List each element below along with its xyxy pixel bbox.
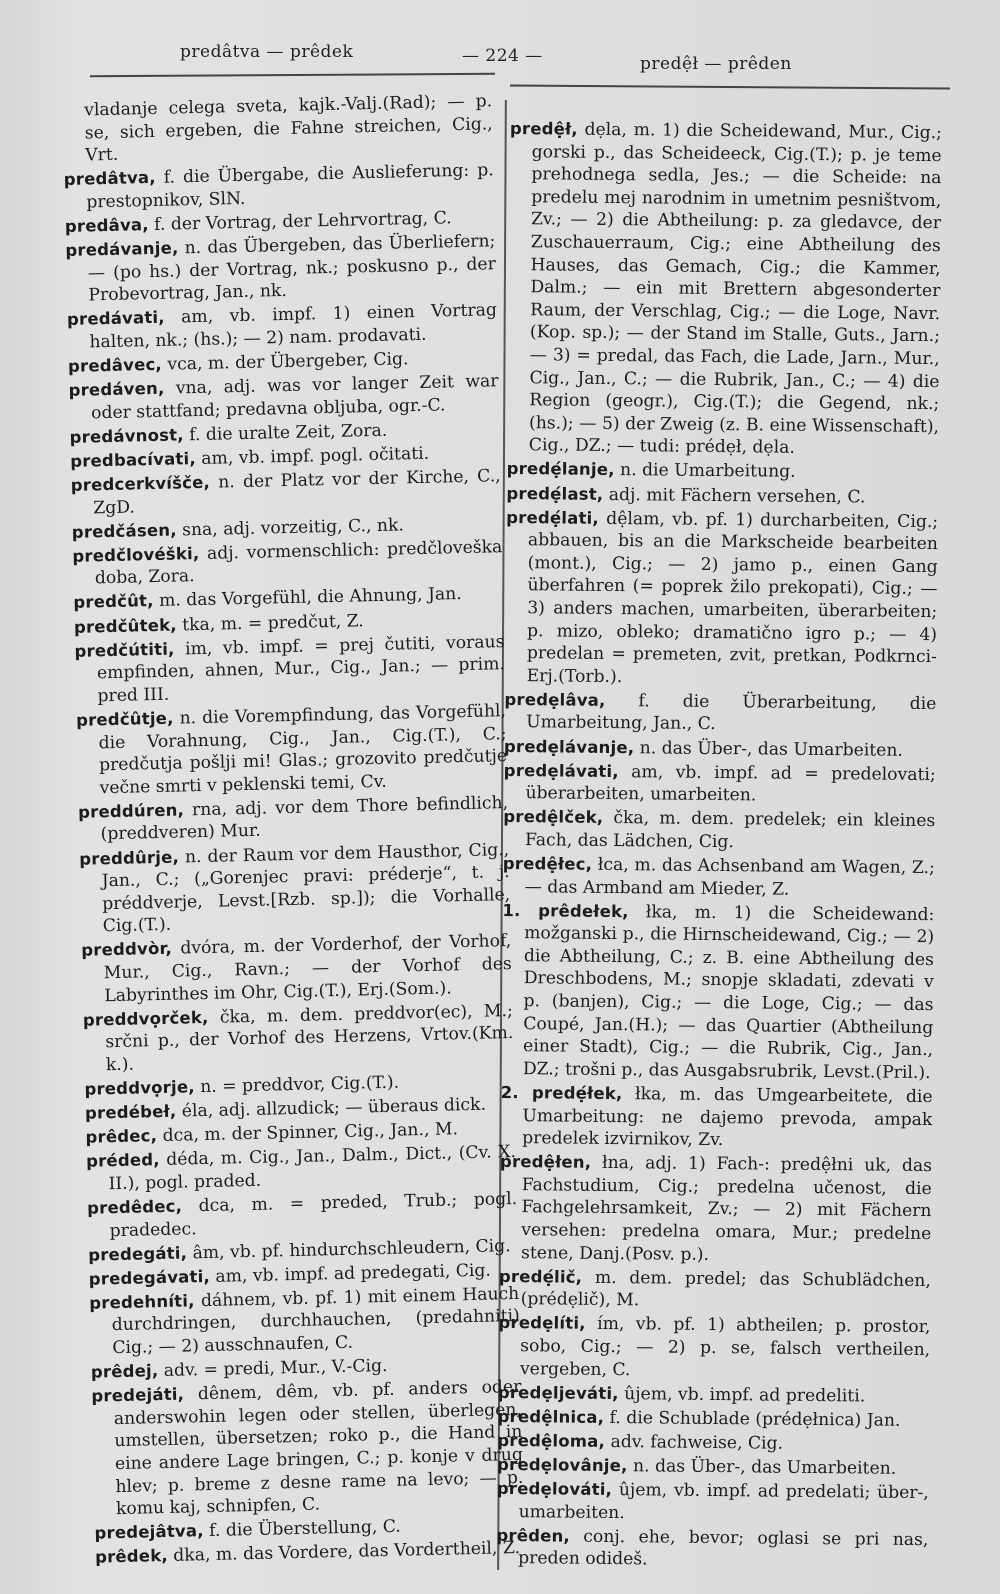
- dictionary-entry: [498, 1382, 930, 1409]
- dictionary-entry: [505, 507, 939, 692]
- entry-definition: n. der Raum vor dem Hausthor, Cig., Jan., C.; („Gorenjec pravi: préderje“, t. j. préddverje, Levst.[Rzb. sp.]); die Vorhalle, Cig.(T.).: [101, 839, 511, 937]
- dictionary-entry: [72, 536, 503, 591]
- dictionary-entry: [74, 631, 505, 709]
- dictionary-entry: [497, 1430, 929, 1457]
- entry-definition: déda, m. Cig., Jan., Dalm., Dict., (Cv. X. II.), pogl. praded.: [108, 1142, 517, 1195]
- entry-headword: predẹlávati,: [503, 760, 619, 781]
- dictionary-entry: [504, 689, 936, 738]
- entry-definition: im, vb. impf. = prej čutiti, voraus empfinden, ahnen, Mur., Cig., Jan.; — prim. pred III.: [96, 631, 506, 707]
- entry-definition: m. dem. predel; das Schublädchen, (prédẹlič), M.: [520, 1267, 931, 1311]
- entry-headword: prêdec,: [85, 1126, 158, 1147]
- dictionary-entry: [504, 736, 936, 763]
- entry-headword: preddvòr,: [81, 939, 173, 961]
- entry-definition: sna, adj. vorzeitig, C., nk.: [181, 515, 405, 541]
- entry-definition: éla, adj. allzudick; — überaus dick.: [181, 1094, 487, 1122]
- entry-definition: n. = preddvor, Cig.(T.).: [199, 1072, 400, 1098]
- entry-headword: predêdec,: [86, 1196, 183, 1218]
- entry-definition: dvóra, m. der Vorderhof, der Vorhof, Mur., Cig., Ravn.; — der Vorhof des Labyrinthes im Ohr, Cig.(T.), Erj.(Som.).: [103, 931, 512, 1006]
- dictionary-entry: [67, 300, 498, 355]
- dictionary-entry: [497, 1406, 929, 1433]
- entry-headword: predčlovéški,: [72, 543, 200, 566]
- entry-definition: łca, m. das Achsenband am Wagen, Z.; — das Armband am Mieder, Z.: [524, 854, 935, 900]
- entry-headword: predávati,: [66, 308, 165, 330]
- entry-headword: predčútiti,: [74, 639, 175, 661]
- dictionary-entry: [497, 1454, 929, 1481]
- entry-definition: vca, m. der Übergeber, Cig.: [167, 349, 409, 375]
- dictionary-entry: [79, 839, 511, 939]
- dictionary-entry: [498, 1312, 931, 1384]
- entry-definition: dẹla, m. 1) die Scheidewand, Mur., Cig.; gorski p., das Scheideeck, Cig.(T.); p. je teme prehodnega sedla, Jes.; — die Scheide: na predelu mej narodnim in umetnim pesništvom, Zv.; — 2) die Abtheilung: p. za gledavce, der Zuschauerraum, Cig.; eine Abtheilung des Hauses, das Gemach, Cig.; die Kammer, Dalm.; — ein mit Brettern abgesonderter Raum, der Verschlag, Cig.; — die Loge, Navr.(Kop. sp.); — der Stand im Stalle, Guts., Jarn.; — 3) = predal, das Fach, die Lade, Jarn., Mur., Cig., Jan., C.; — die Rubrik, Jan., C.; — 4) die Region (geogr.), Cig.(T.); die Gegend, nk.; (hs.); — 5) der Zweig (z. B. eine Wissenschaft), Cig., DZ.; — tudi: prédẹł, dẹla.: [528, 119, 942, 459]
- entry-definition: čka, m. dem. predelek; ein kleines Fach, das Lädchen, Cig.: [524, 808, 936, 853]
- entry-headword: predbacívati,: [69, 448, 197, 471]
- header-rule-right: [510, 84, 950, 89]
- dictionary-entry: [503, 760, 935, 809]
- entry-headword: predejâtva,: [94, 1521, 204, 1543]
- entry-headword: predẹlávanje,: [503, 736, 635, 757]
- entry-headword: predegáti,: [87, 1243, 188, 1265]
- entry-headword: predávnost,: [69, 425, 184, 447]
- entry-headword: predẹlíti,: [498, 1313, 586, 1334]
- entry-definition: am, vb. impf. 1) einen Vortrag halten, nk.; (hs.); — 2) nam. prodavati.: [89, 300, 498, 353]
- dictionary-entry: [507, 458, 939, 485]
- left-column: [62, 90, 525, 1571]
- dictionary-entry: [64, 160, 495, 215]
- entry-definition: f. der Vortrag, der Lehrvortrag, C.: [153, 208, 452, 235]
- running-head-left: predâtva — prêdek: [180, 42, 354, 62]
- entry-definition: n. das Über-, das Umarbeiten.: [639, 737, 904, 761]
- entry-headword: predẹ́lič,: [498, 1266, 583, 1287]
- dictionary-entry: [68, 370, 499, 425]
- entry-definition: âm, vb. pf. hindurchschleudern, Cig.: [192, 1235, 511, 1263]
- entry-headword: preddûrje,: [79, 847, 180, 869]
- dictionary-entry: [89, 1283, 520, 1361]
- entry-definition: adj. mit Fächern versehen, C.: [608, 484, 866, 507]
- dictionary-entry: [503, 853, 935, 902]
- entry-definition: ûjem, vb. impf. ad predeliti.: [624, 1383, 866, 1407]
- running-head-right: predệł — prêden: [640, 54, 792, 74]
- dictionary-entry: [71, 465, 502, 520]
- entry-definition: f. die Schublade (prédẹłnica) Jan.: [609, 1407, 901, 1431]
- entry-headword: predébeł,: [84, 1101, 177, 1123]
- entry-definition: f. die Überstellung, C.: [208, 1516, 401, 1542]
- entry-definition: adv. = predi, Mur., V.-Cig.: [163, 1356, 388, 1382]
- dictionary-entry: [65, 230, 496, 308]
- header-rule-left: [90, 73, 495, 77]
- dictionary-entry: [81, 930, 512, 1008]
- entry-headword: predệloma,: [497, 1430, 606, 1451]
- dictionary-entry: [499, 1151, 932, 1268]
- dictionary-entry: [506, 482, 938, 509]
- entry-headword: predegávati,: [88, 1266, 211, 1289]
- dictionary-entry: [499, 1266, 931, 1315]
- entry-definition: am, vb. impf. ad = predelovati; überarbeiten, umarbeiten.: [525, 761, 936, 806]
- page-number: — 224 —: [462, 46, 543, 66]
- entry-definition: łka, m. das Umgearbeitete, die Umarbeitung: ne dajemo prevoda, ampak predelek izvirnikov, Zv.: [522, 1084, 933, 1151]
- entry-headword: predčásen,: [71, 520, 177, 542]
- dictionary-entry: [78, 792, 509, 847]
- dictionary-entry: [76, 700, 508, 800]
- entry-headword: predcerkvíšče,: [70, 472, 211, 495]
- entry-headword: 2. predẹ́łek,: [500, 1082, 623, 1104]
- entry-headword: predehníti,: [89, 1291, 195, 1313]
- entry-definition: am, vb. impf. ad predegati, Cig.: [215, 1260, 492, 1287]
- entry-headword: preddvọrček,: [82, 1007, 209, 1030]
- entry-headword: predejáti,: [91, 1384, 185, 1406]
- entry-definition: ûjem, vb. impf. ad predelati; über-, umarbeiten.: [518, 1480, 929, 1523]
- entry-definition: dca, m. der Spinner, Cig., Jan., M.: [162, 1119, 459, 1147]
- entry-definition: ím, vb. pf. 1) abtheilen; p. prostor, sobo, Cig.; — 2) p. se, falsch vertheilen, vergeben, C.: [519, 1314, 931, 1380]
- entry-definition: f. die uralte Zeit, Zora.: [188, 420, 388, 446]
- entry-definition: dka, m. das Vordere, das Vordertheil, Z.: [173, 1538, 521, 1567]
- entry-definition: dáhnem, vb. pf. 1) mit einem Hauch durchdringen, durchhauchen, (predahniti) Cig.; — 2) ausschnaufen, C.: [111, 1283, 520, 1359]
- entry-headword: predávanje,: [65, 238, 179, 261]
- entry-headword: prêdek,: [94, 1546, 169, 1567]
- entry-definition: łna, adj. 1) Fach-: predệłni uk, das Fachstudium, Cig.; predelna učenost, die Fachgelehrsamkeit, Zv.; — 2) mit Fächern versehen: predelna omara, Mur.; predelne stene, Danj.(Posv. p.).: [521, 1153, 933, 1265]
- entry-headword: predệlnica,: [497, 1406, 605, 1427]
- entry-headword: predáven,: [68, 378, 165, 401]
- entry-headword: predẹlováti,: [496, 1478, 613, 1500]
- entry-headword: predẹljeváti,: [497, 1382, 619, 1403]
- entry-definition: adv. fachweise, Cig.: [610, 1431, 784, 1454]
- entry-definition: n. das Über-, das Umarbeiten.: [632, 1456, 897, 1479]
- entry-headword: preddúren,: [77, 800, 185, 822]
- right-column: [496, 118, 942, 1575]
- entry-definition: f. die Übergabe, die Auslieferung: p. prestopnikov, SlN.: [86, 160, 494, 213]
- entry-headword: predčûtje,: [75, 708, 174, 730]
- entry-definition: vladanje celega sveta, kajk.-Valj.(Rad); — p. se, sich ergeben, die Fahne streichen, Cig., Vrt.: [84, 91, 493, 166]
- entry-headword: predệłen,: [499, 1152, 592, 1173]
- entry-definition: m. das Vorgefühl, die Ahnung, Jan.: [158, 584, 462, 612]
- entry-headword: predâvec,: [67, 354, 163, 376]
- dictionary-entry: [501, 900, 935, 1085]
- dictionary-entry: [86, 1141, 517, 1196]
- dictionary-entry: [87, 1188, 518, 1243]
- entry-headword: predčût,: [73, 591, 154, 613]
- entry-definition: adj. vormenschlich: predčloveška doba, Zora.: [94, 536, 503, 589]
- dictionary-entry: [496, 1525, 928, 1574]
- entry-headword: predẹlâva,: [504, 689, 606, 710]
- entry-headword: predệł,: [509, 118, 578, 139]
- entry-headword: préded,: [85, 1150, 160, 1171]
- dictionary-entry: [62, 90, 493, 168]
- dictionary-entry: [500, 1082, 933, 1154]
- entry-definition: rna, adj. vor dem Thore befindlich, (preddveren) Mur.: [100, 792, 509, 845]
- dictionary-entry: [497, 1478, 929, 1527]
- entry-definition: vna, adj. was vor langer Zeit war oder stattfand; predavna obljuba, ogr.-C.: [90, 371, 499, 424]
- entry-definition: n. die Vorempfindung, das Vorgefühl, die Vorahnung, Cig., Jan., Cig.(T.), C.; predčutja pošlji mi! Glas.; grozovito predčutje večne smrti v peklenski temi, Cv.: [98, 701, 508, 799]
- entry-headword: prêdej,: [90, 1361, 159, 1382]
- entry-headword: predâtva,: [63, 168, 156, 190]
- entry-definition: łka, m. 1) die Scheidewand: možganski p., die Hirnscheidewand, Cig.; — 2) die Abtheilung, C.; z. B. eine Abtheilung des Dreschbodens, M.; snopje skladati, zdevati v p. (banjen), Cig.; — die Loge, Cig.; — das Coupé, Jan.(H.); — das Quartier (Abtheilung einer Stadt), Cig.; — die Rubrik, Cig., Jan., DZ.; trošni p., das Ausgabsrubrik, Levst.(Pril.).: [522, 902, 935, 1083]
- dictionary-entry: [83, 1000, 514, 1078]
- entry-headword: predệlček,: [503, 807, 604, 828]
- entry-headword: 1. prêdełek,: [502, 900, 629, 921]
- entry-headword: predẹ́lati,: [506, 507, 600, 528]
- entry-headword: predčûtek,: [73, 615, 177, 637]
- entry-definition: dca, m. = preded, Trub.; pogl. pradedec.: [109, 1188, 518, 1241]
- entry-headword: predệłec,: [502, 853, 593, 874]
- entry-headword: prêden,: [496, 1525, 571, 1546]
- entry-definition: n. das Übergeben, das Überliefern; — (po hs.) der Vortrag, nk.; poskusno p., der Probevortrag, Jan., nk.: [87, 231, 497, 306]
- dictionary-entry: [507, 118, 942, 461]
- dictionary-entry: [91, 1376, 524, 1521]
- entry-headword: preddvọrje,: [84, 1077, 195, 1099]
- entry-headword: predâva,: [64, 215, 149, 236]
- entry-definition: čka, m. dem. preddvor(ec), M.; srčni p., der Vorhof des Herzens, Vrtov.(Km. k.).: [105, 1000, 514, 1076]
- entry-definition: f. die Überarbeitung, die Umarbeitung, Jan., C.: [526, 691, 937, 735]
- entry-definition: dệlam, vb. pf. 1) durcharbeiten, Cig.; abbauen, bis an die Markscheide bearbeiten (mont.), Cig.; — 2) jamo p., einen Gang überfahren (= poprek žilo prekopati), Cig.; — 3) anders machen, umarbeiten, überarbeiten; p. mizo, obleko; dramatično igro p.; — 4) predelan = premeten, zvit, pretkan, Podkrnci-Erj.(Torb.).: [526, 508, 939, 687]
- entry-definition: tka, m. = predčut, Z.: [181, 610, 365, 635]
- entry-definition: n. der Platz vor der Kirche, C., ZgD.: [93, 466, 501, 518]
- dictionary-entry: [503, 806, 935, 855]
- entry-headword: predẹ́lanje,: [506, 459, 615, 480]
- entry-headword: predẹlovânje,: [496, 1454, 628, 1476]
- entry-definition: conj. ehe, bevor; oglasi se pri nas, preden odideš.: [518, 1526, 929, 1570]
- entry-definition: n. die Umarbeitung.: [619, 460, 796, 483]
- entry-definition: dênem, dêm, vb. pf. anders oder anderswohin legen oder stellen, überlegen, umstellen, übersetzen; roko p., die Hand in eine andere Lage bringen, C.; p. konje v drug hlev; p. breme z desne rame na levo; — p. komu kaj, schnipfen, C.: [113, 1377, 524, 1520]
- entry-headword: predẹ́last,: [506, 483, 604, 504]
- entry-definition: am, vb. impf. pogl. očitati.: [201, 443, 430, 469]
